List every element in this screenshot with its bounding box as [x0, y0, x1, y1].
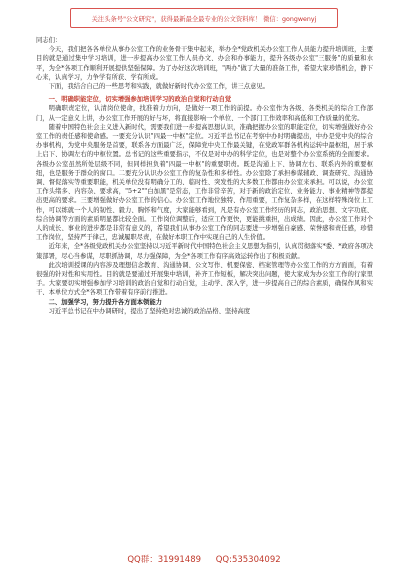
qq-group-text: QQ群：31991489: [127, 555, 202, 565]
top-banner: 关注头条号"公文研究"，获得最新最全最专业的公文资料库！ 微信：gongwenyj: [70, 8, 338, 28]
section-heading-1: 一、明确职能定位，切实增强参加培训学习的政治自觉和行动自觉: [48, 96, 232, 104]
paragraph-intro: 今天，我们把各各单位从事办公室工作的业务骨干集中起来，举办全*党政机关办公室工作人员能力提升培训班，主要目的就是通过集中学习培训，进一步提高办公室工作人员办文、办会和办事能力，提升各级办公室"三服务"的质量和水平，为全*各项工作顺利开展提供坚强保障。为了办好这次培训班，"两办"做了大量的准备工作，希望大家珍惜机会，静下心来，认真学习，力争学有所获、学有所成。: [36, 46, 373, 81]
footer-contact: [0, 553, 408, 565]
paragraph-training: 此次培训授课的内容涉及理想信念教育、沟通协调、公文写作、机要保密、档案管理等办公室工作的方方面面，有着很强的针对性和实用性。目的就是要通过开展集中培训，补齐工作短板，解决突出问题，使大家成为办公室工作的行家里手。大家要切实增强参加学习培训的政治自觉和行动自觉，主动学、深入学，进一步提高自己的综合素质，确保作风和实干、本单位方式全*各项工作带着有序前行推进。: [36, 261, 373, 297]
section-heading-2: 二、加强学习，努力提升各方面本领能力: [48, 298, 162, 306]
greeting: 同志们：: [36, 37, 62, 44]
paragraph-xi-visit: 习近平总书记在中办调研时，提出了坚持绝对忠诚的政治品格、坚持高度: [48, 307, 251, 315]
document-body: [36, 36, 373, 536]
qq-number-text: QQ:535304092: [215, 555, 281, 565]
paragraph-recent-years: 近年来，全*各级党政机关办公室坚持以习近平新时代中国特色社会主义思想为指引，认真贯彻落实*委、*政府各项决策部署，尽心当参谋，尽职抓协调，尽力强保障，为全*各项工作有序高效运转作出了积极贡献。: [36, 243, 373, 260]
paragraph-role: 明确职责定位，认清岗位使命，找准着力方向，是做好一项工作的前提。办公室作为各级、各类机关的综合工作部门，从一定意义上讲，办公室工作开展的好与坏，将直接影响一个单位、一个部门工作效率和高低和工作质量的优劣。: [36, 105, 373, 122]
paragraph-new-era: 随着中国特色社会主义进入新时代，需要我们进一步提高思想认识，准确把握办公室的职能定位，切实增强做好办公室工作的责任感和使命感。一要充分认识"四最一中枢"定位。习近平总书记在考察中办时明确提出，中办是党中央的综合办事机构，为党中央服务是首要，联系各方面最广泛，保障党中央工作最关键，在党政军群各机构运转中最枢纽，居于承上启下、协调左右的中枢位置。总书记的这些重要指示，不仅是对中办的科学定位，也是对整个办公室系统的全面要求。各级办公室虽然所处层级不同，但同样担负着"四最一中枢"的重要职责。既是沟通上下、协调左右、联系内外的重要枢纽，也是服务于群众的窗口。二要充分认识办公室工作的复杂性和多样性。办公室除了承担参谋辅政、调查研究、沟通协调、督促落实等重要职能，机关单位没有明确分工的、临时性、突发性的大多数工作都由办公室来承担。可以说，办公室工作头绪多、内容杂、要求高，"5+2""白加黑"是常态，工作非常辛苦，对于新的政治定位、业务能力、事业精神等都提出更高的要求。三要增强做好办公室工作的信心。办公室工作地位独特、作用重要，工作复杂多样，在这样特殊岗位上工作，可以练就一个人的韧性、毅力、胸怀和气度，大家能够看到，凡是有办公室工作经历的同志，政治思想、文字功底、综合协调等方面的素质明显都比较全面。工作岗位调整后，适应工作更快，更能挑重担，出成绩。因此，办公室工作对个人的成长、事业的进步都是非常有意义的，希望我们从事办公室工作的同志要进一步增强自豪感、荣誉感和责任感，珍惜工作岗位，坚持严于律己，忠诚履职尽责，在做好本职工作中实现自己的人生价值。: [36, 123, 373, 242]
paragraph-outline: 下面，我结合自己的一些思考和实践，就做好新时代办公室工作，讲三点意见。: [48, 83, 269, 91]
